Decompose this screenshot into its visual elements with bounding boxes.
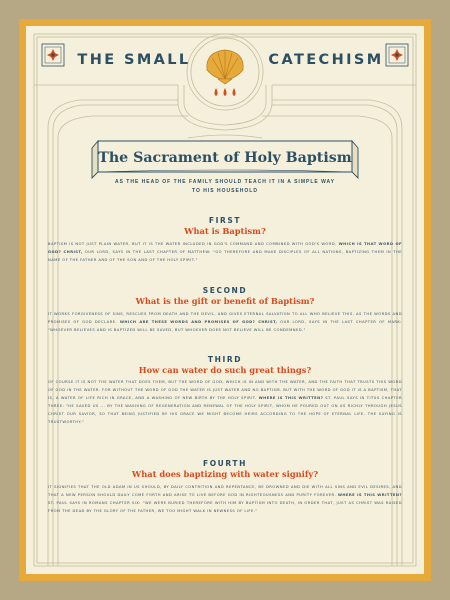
section-3-question: How can water do such great things?	[138, 365, 312, 375]
section-3-body: OF COURSE IT IS NOT THE WATER THAT DOES THEM, BUT THE WORD OF GOD, WHICH IS IN AND WITH THE WATER, AND THE FAITH THAT TRUSTS THIS WORD OF GOD IN THE WATER. FOR WITHOUT THE WORD OF GOD THE WATER IS JUST WATER AND NO BAPTISM. BUT WITH THE WORD OF GOD IT IS A BAPTISM, THAT IS, A WATER OF LIFE RICH IN GRACE, AND A WASHING OF NEW BIRTH BY THE HOLY SPIRIT. WHERE IS THIS WRITTEN? ST. PAUL SAYS IN TITUS CHAPTER THREE: "HE SAVED US ... BY THE WASHING OF REGENERATION AND RENEWAL OF THE HOLY SPIRIT, WHOM HE POURED OUT ON US RICHLY THROUGH JESUS CHRIST OUR SAVIOR, SO THAT BEING JUSTIFIED BY HIS GRACE WE MIGHT BECOME HEIRS ACCORDING TO THE HOPE OF ETERNAL LIFE. THE SAYING IS TRUSTWORTHY."	[48, 380, 402, 424]
page-subtitle: AS THE HEAD OF THE FAMILY SHOULD TEACH IT IN A SIMPLE WAY TO HIS HOUSEHOLD	[114, 179, 336, 194]
header-title-left: THE SMALL	[77, 52, 191, 68]
corner-ornament-right	[386, 44, 408, 66]
section-4-question: What does baptizing with water signify?	[131, 469, 319, 479]
section-1-question: What is Baptism?	[184, 226, 266, 236]
section-1-body: BAPTISM IS NOT JUST PLAIN WATER, BUT IT IS THE WATER INCLUDED IN GOD'S COMMAND AND COMBINED WITH GOD'S WORD. WHICH IS THAT WORD OF GOD? CHRIST, OUR LORD, SAYS IN THE LAST CHAPTER OF MATTHEW: "GO THEREFORE AND MAKE DISCIPLES OF ALL NATIONS, BAPTIZING THEM IN THE NAME OF THE FATHER AND OF THE SON AND OF THE HOLY SPIRIT."	[48, 242, 403, 262]
header-title-right: CATECHISM	[268, 52, 384, 68]
corner-ornament-left	[42, 44, 64, 66]
section-4-body: IT SIGNIFIES THAT THE OLD ADAM IN US SHOULD, BY DAILY CONTRITION AND REPENTANCE, BE DROWNED AND DIE WITH ALL SINS AND EVIL DESIRES, AND THAT A NEW PERSON SHOULD DAILY COME FORTH AND ARISE TO LIVE BEFORE GOD IN RIGHTEOUSNESS AND PURITY FOREVER. WHERE IS THIS WRITTEN? ST. PAUL SAYS IN ROMANS CHAPTER SIX: "WE WERE BURIED THEREFORE WITH HIM BY BAPTISM INTO DEATH, IN ORDER THAT, JUST AS CHRIST WAS RAISED FROM THE DEAD BY THE GLORY OF THE FATHER, WE TOO MIGHT WALK IN NEWNESS OF LIFE."	[48, 485, 403, 513]
section-2-label: SECOND	[202, 286, 248, 295]
scallop-shell-icon	[207, 50, 243, 84]
section-3-label: THIRD	[207, 355, 243, 364]
section-1-label: FIRST	[208, 216, 242, 225]
page-title: The Sacrament of Holy Baptism	[98, 150, 352, 166]
section-2-question: What is the gift or benefit of Baptism?	[135, 296, 315, 306]
water-drops-icon	[215, 88, 236, 96]
section-4-label: FOURTH	[202, 459, 248, 468]
section-2-body: IT WORKS FORGIVENESS OF SINS, RESCUES FROM DEATH AND THE DEVIL, AND GIVES ETERNAL SALVATION TO ALL WHO BELIEVE THIS, AS THE WORDS AND PROMISES OF GOD DECLARE. WHICH ARE THESE WORDS AND PROMISES OF GOD? CHRIST, OUR LORD, SAYS IN THE LAST CHAPTER OF MARK: "WHOEVER BELIEVES AND IS BAPTIZED WILL BE SAVED, BUT WHOEVER DOES NOT BELIEVE WILL BE CONDEMNED."	[48, 312, 402, 332]
